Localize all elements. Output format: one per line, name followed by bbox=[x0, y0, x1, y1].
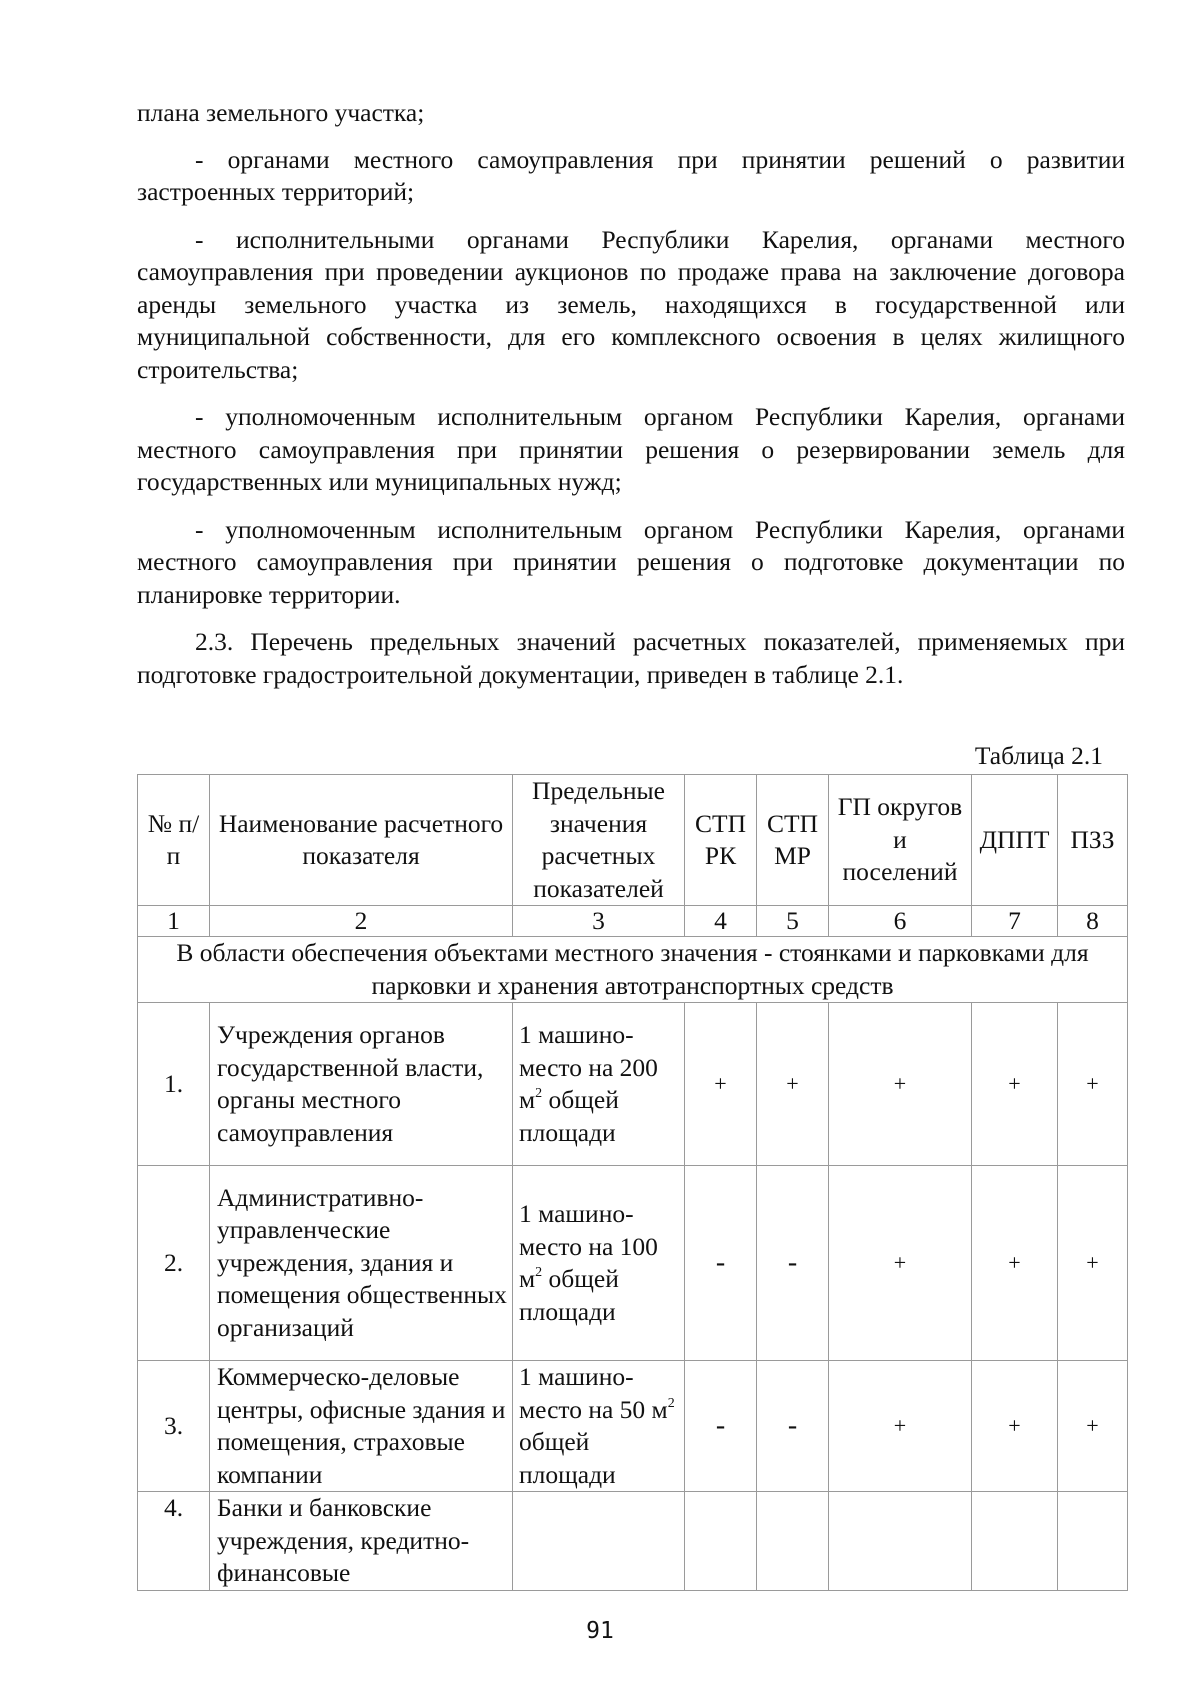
header-cell: ГП округов и поселений bbox=[829, 775, 972, 906]
table-caption: Таблица 2.1 bbox=[974, 741, 1103, 770]
mark-stp-mr: - bbox=[757, 1166, 829, 1361]
document-body bbox=[137, 97, 1125, 706]
column-number: 3 bbox=[513, 906, 685, 937]
mark-stp-rk: - bbox=[685, 1361, 757, 1492]
column-number: 2 bbox=[210, 906, 513, 937]
indicator-value bbox=[513, 1492, 685, 1591]
paragraph: 2.3. Перечень предельных значений расчетных показателей, применяемых при подготовке градостроительной документации, приведен в таблице 2.1. bbox=[137, 627, 1125, 689]
column-number-row bbox=[138, 906, 1128, 937]
column-number: 8 bbox=[1058, 906, 1128, 937]
row-number: 2. bbox=[138, 1166, 210, 1361]
mark-stp-rk bbox=[685, 1492, 757, 1591]
indicator-name: Коммерческо-деловые центры, офисные здания и помещения, страховые компании bbox=[210, 1361, 513, 1492]
value-text: общей площади bbox=[519, 1427, 616, 1489]
header-cell: СТП МР bbox=[757, 775, 829, 906]
mark-pzz: + bbox=[1058, 1003, 1128, 1166]
indicators-table bbox=[137, 774, 1128, 1591]
value-text: 1 машино-место на 50 м bbox=[519, 1362, 668, 1424]
header-cell: Предельные значения расчетных показателей bbox=[513, 775, 685, 906]
section-row bbox=[138, 937, 1128, 1003]
paragraph: - уполномоченным исполнительным органом Республики Карелия, органами местного самоуправления при принятии решения о резервировании земель для государственных или муниципальных нужд; bbox=[137, 402, 1125, 496]
column-number: 5 bbox=[757, 906, 829, 937]
row-number: 4. bbox=[138, 1492, 210, 1591]
column-number: 7 bbox=[972, 906, 1058, 937]
paragraph: - органами местного самоуправления при принятии решений о развитии застроенных территорий; bbox=[137, 144, 1125, 206]
column-number: 1 bbox=[138, 906, 210, 937]
mark-stp-rk: - bbox=[685, 1166, 757, 1361]
value-superscript: 2 bbox=[667, 1395, 675, 1411]
row-number: 1. bbox=[138, 1003, 210, 1166]
value-text: 1 машино-место на 100 м bbox=[519, 1199, 658, 1293]
table-row bbox=[138, 1166, 1128, 1361]
indicator-value bbox=[513, 1003, 685, 1166]
mark-stp-mr bbox=[757, 1492, 829, 1591]
mark-pzz bbox=[1058, 1492, 1128, 1591]
value-text: общей площади bbox=[519, 1264, 619, 1326]
header-cell: Наименование расчетного показателя bbox=[210, 775, 513, 906]
indicator-name: Банки и банковские учреждения, кредитно-финансовые bbox=[210, 1492, 513, 1591]
mark-gp: + bbox=[829, 1003, 972, 1166]
column-number: 4 bbox=[685, 906, 757, 937]
header-cell: ПЗЗ bbox=[1058, 775, 1128, 906]
page-number: 91 bbox=[586, 1618, 614, 1644]
paragraph: - исполнительными органами Республики Карелия, органами местного самоуправления при проведении аукционов по продаже права на заключение договора аренды земельного участка из земель, находящихся в государственной или муниципальной собственности, для его комплексного освоения в целях жилищного строительства; bbox=[137, 224, 1125, 384]
value-superscript: 2 bbox=[535, 1086, 543, 1101]
mark-pzz: + bbox=[1058, 1361, 1128, 1492]
header-cell: ДППТ bbox=[972, 775, 1058, 906]
mark-gp bbox=[829, 1492, 972, 1591]
value-text: общей площади bbox=[519, 1085, 619, 1147]
indicator-value bbox=[513, 1361, 685, 1492]
section-title: В области обеспечения объектами местного значения - стоянками и парковками для парковки и хранения автотранспортных средств bbox=[138, 937, 1128, 1003]
header-cell: СТП РК bbox=[685, 775, 757, 906]
row-number: 3. bbox=[138, 1361, 210, 1492]
mark-stp-mr: - bbox=[757, 1361, 829, 1492]
mark-stp-rk: + bbox=[685, 1003, 757, 1166]
mark-dppt: + bbox=[972, 1003, 1058, 1166]
paragraph: - уполномоченным исполнительным органом Республики Карелия, органами местного самоуправления при принятии решения о подготовке документации по планировке территории. bbox=[137, 514, 1125, 609]
mark-stp-mr: + bbox=[757, 1003, 829, 1166]
indicator-name: Учреждения органов государственной власти, органы местного самоуправления bbox=[210, 1003, 513, 1166]
column-number: 6 bbox=[829, 906, 972, 937]
mark-dppt: + bbox=[972, 1361, 1058, 1492]
table-row bbox=[138, 1492, 1128, 1591]
mark-dppt bbox=[972, 1492, 1058, 1591]
table-row bbox=[138, 1003, 1128, 1166]
value-text: 1 машино-место на 200 м bbox=[519, 1020, 658, 1114]
mark-gp: + bbox=[829, 1166, 972, 1361]
table-row bbox=[138, 1361, 1128, 1492]
indicator-value bbox=[513, 1166, 685, 1361]
mark-gp: + bbox=[829, 1361, 972, 1492]
header-cell: № п/п bbox=[138, 775, 210, 906]
mark-dppt: + bbox=[972, 1166, 1058, 1361]
value-superscript: 2 bbox=[535, 1265, 543, 1280]
indicator-name: Административно-управленческие учреждения, здания и помещения общественных организаций bbox=[210, 1166, 513, 1361]
paragraph: плана земельного участка; bbox=[137, 98, 425, 127]
table-header-row bbox=[138, 775, 1128, 906]
mark-pzz: + bbox=[1058, 1166, 1128, 1361]
